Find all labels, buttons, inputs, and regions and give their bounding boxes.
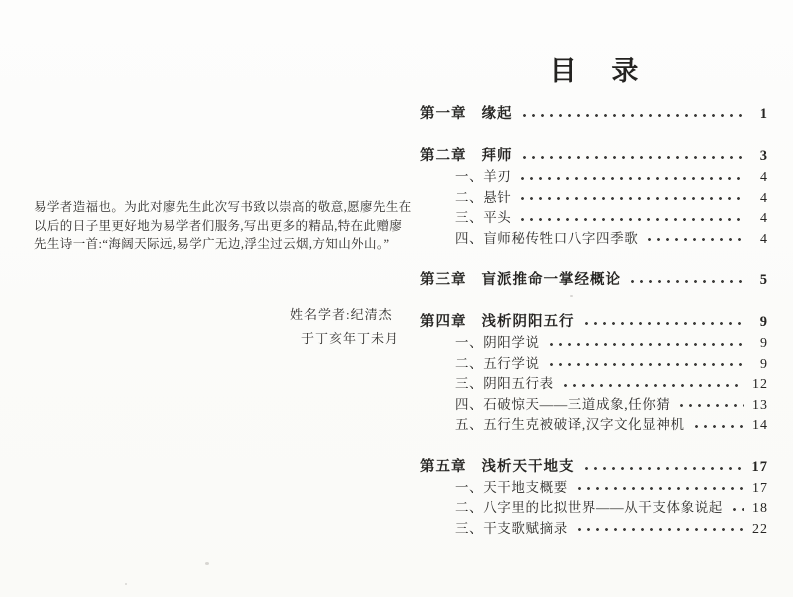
toc-item-row bbox=[455, 188, 768, 209]
dot-leader bbox=[546, 354, 744, 375]
chapter-page-number: 5 bbox=[759, 272, 768, 288]
toc-item-row bbox=[455, 498, 768, 519]
toc-item-row bbox=[455, 478, 768, 499]
item-page-number: 9 bbox=[760, 356, 768, 372]
toc-chapter-row bbox=[420, 104, 768, 125]
chapter-label: 第五章 bbox=[420, 458, 467, 475]
dot-leader bbox=[574, 478, 744, 499]
item-page-number: 9 bbox=[760, 336, 768, 351]
toc-item-row bbox=[455, 354, 768, 375]
dot-leader bbox=[581, 312, 745, 333]
toc-chapter-group bbox=[420, 270, 768, 291]
toc-item-row bbox=[455, 229, 768, 250]
item-page-number: 4 bbox=[760, 190, 768, 206]
chapter-title: 盲派推命一掌经概论 bbox=[481, 272, 621, 288]
item-title: 一、羊刃 bbox=[455, 169, 512, 184]
scan-speck bbox=[125, 583, 127, 585]
chapter-title: 缘起 bbox=[481, 106, 513, 122]
signature-author: 姓名学者:纪清杰 bbox=[290, 307, 393, 322]
toc-chapter-row bbox=[420, 457, 768, 478]
chapter-label: 第三章 bbox=[420, 272, 467, 288]
toc-chapter-row bbox=[420, 146, 768, 167]
item-title: 三、阴阳五行表 bbox=[455, 376, 554, 391]
item-title: 二、八字里的比拟世界——从干支体象说起 bbox=[455, 500, 723, 515]
dot-leader bbox=[574, 519, 744, 540]
item-page-number: 12 bbox=[752, 377, 768, 392]
preface-line: 先生诗一首:“海阔天际远,易学广无边,浮尘过云烟,方知山外山。” bbox=[34, 237, 390, 251]
item-title: 四、盲师秘传牲口八字四季歌 bbox=[455, 230, 639, 246]
dot-leader bbox=[691, 415, 744, 436]
item-title: 一、阴阳学说 bbox=[455, 335, 540, 350]
preface-line: 以后的日子里更好地为易学者们服务,写出更多的精品,特在此赠廖 bbox=[34, 218, 403, 233]
item-title: 三、平头 bbox=[455, 210, 512, 225]
chapter-page-number: 9 bbox=[759, 314, 768, 330]
table-of-contents bbox=[420, 55, 768, 539]
dot-leader bbox=[729, 498, 744, 519]
chapter-title: 浅析阴阳五行 bbox=[481, 314, 575, 330]
toc-item-row bbox=[455, 395, 768, 416]
toc-chapter-row bbox=[420, 312, 768, 333]
item-page-number: 4 bbox=[760, 211, 768, 226]
chapter-title: 浅析天干地支 bbox=[481, 458, 575, 475]
item-page-number: 13 bbox=[752, 397, 768, 413]
chapter-page-number: 3 bbox=[759, 148, 768, 164]
dot-leader bbox=[519, 104, 745, 125]
toc-chapter-group bbox=[420, 104, 768, 125]
toc-item-row bbox=[455, 374, 768, 395]
preface-signature bbox=[290, 303, 399, 351]
toc-item-row bbox=[455, 519, 768, 540]
item-title: 一、天干地支概要 bbox=[455, 479, 568, 495]
toc-chapter-group bbox=[420, 146, 768, 249]
dot-leader bbox=[627, 270, 744, 291]
chapter-label: 第四章 bbox=[420, 314, 467, 330]
chapter-page-number: 1 bbox=[759, 106, 768, 122]
item-page-number: 22 bbox=[752, 521, 768, 537]
toc-item-row bbox=[455, 415, 768, 436]
signature-date: 于丁亥年丁未月 bbox=[301, 331, 400, 346]
toc-list bbox=[420, 104, 768, 539]
item-title: 三、干支歌赋摘录 bbox=[455, 520, 568, 536]
chapter-items bbox=[420, 478, 768, 540]
scan-speck bbox=[205, 562, 209, 565]
dot-leader bbox=[517, 208, 744, 229]
toc-chapter-group bbox=[420, 457, 768, 540]
chapter-label: 第一章 bbox=[420, 106, 467, 122]
preface-paragraph bbox=[34, 198, 412, 254]
toc-chapter-group bbox=[420, 312, 768, 436]
chapter-page-number: 17 bbox=[751, 458, 768, 475]
dot-leader bbox=[581, 457, 745, 478]
dot-leader bbox=[560, 374, 744, 395]
dot-leader bbox=[517, 188, 744, 209]
scan-speck bbox=[570, 295, 573, 297]
chapter-label: 第二章 bbox=[420, 148, 467, 164]
chapter-items bbox=[420, 333, 768, 436]
dot-leader bbox=[644, 229, 744, 250]
item-title: 五、五行生克被破译,汉字文化显神机 bbox=[455, 417, 685, 432]
toc-title: 目 录 bbox=[549, 56, 653, 86]
preface-line: 易学者造福也。为此对廖先生此次写书致以崇高的敬意,愿廖先生在 bbox=[34, 200, 412, 214]
item-title: 二、五行学说 bbox=[455, 355, 540, 371]
chapter-items bbox=[420, 167, 768, 249]
toc-item-row bbox=[455, 333, 768, 354]
toc-chapter-row bbox=[420, 270, 768, 291]
item-page-number: 18 bbox=[752, 501, 768, 516]
item-title: 二、悬针 bbox=[455, 189, 512, 205]
item-page-number: 17 bbox=[752, 480, 768, 496]
item-page-number: 4 bbox=[760, 231, 768, 247]
toc-item-row bbox=[455, 167, 768, 188]
dot-leader bbox=[546, 333, 744, 354]
item-title: 四、石破惊天——三道成象,任你猜 bbox=[455, 396, 671, 412]
dot-leader bbox=[676, 395, 744, 416]
item-page-number: 4 bbox=[760, 170, 768, 185]
chapter-title: 拜师 bbox=[481, 148, 513, 164]
dot-leader bbox=[519, 146, 745, 167]
dot-leader bbox=[517, 167, 744, 188]
item-page-number: 14 bbox=[752, 418, 768, 433]
toc-item-row bbox=[455, 208, 768, 229]
